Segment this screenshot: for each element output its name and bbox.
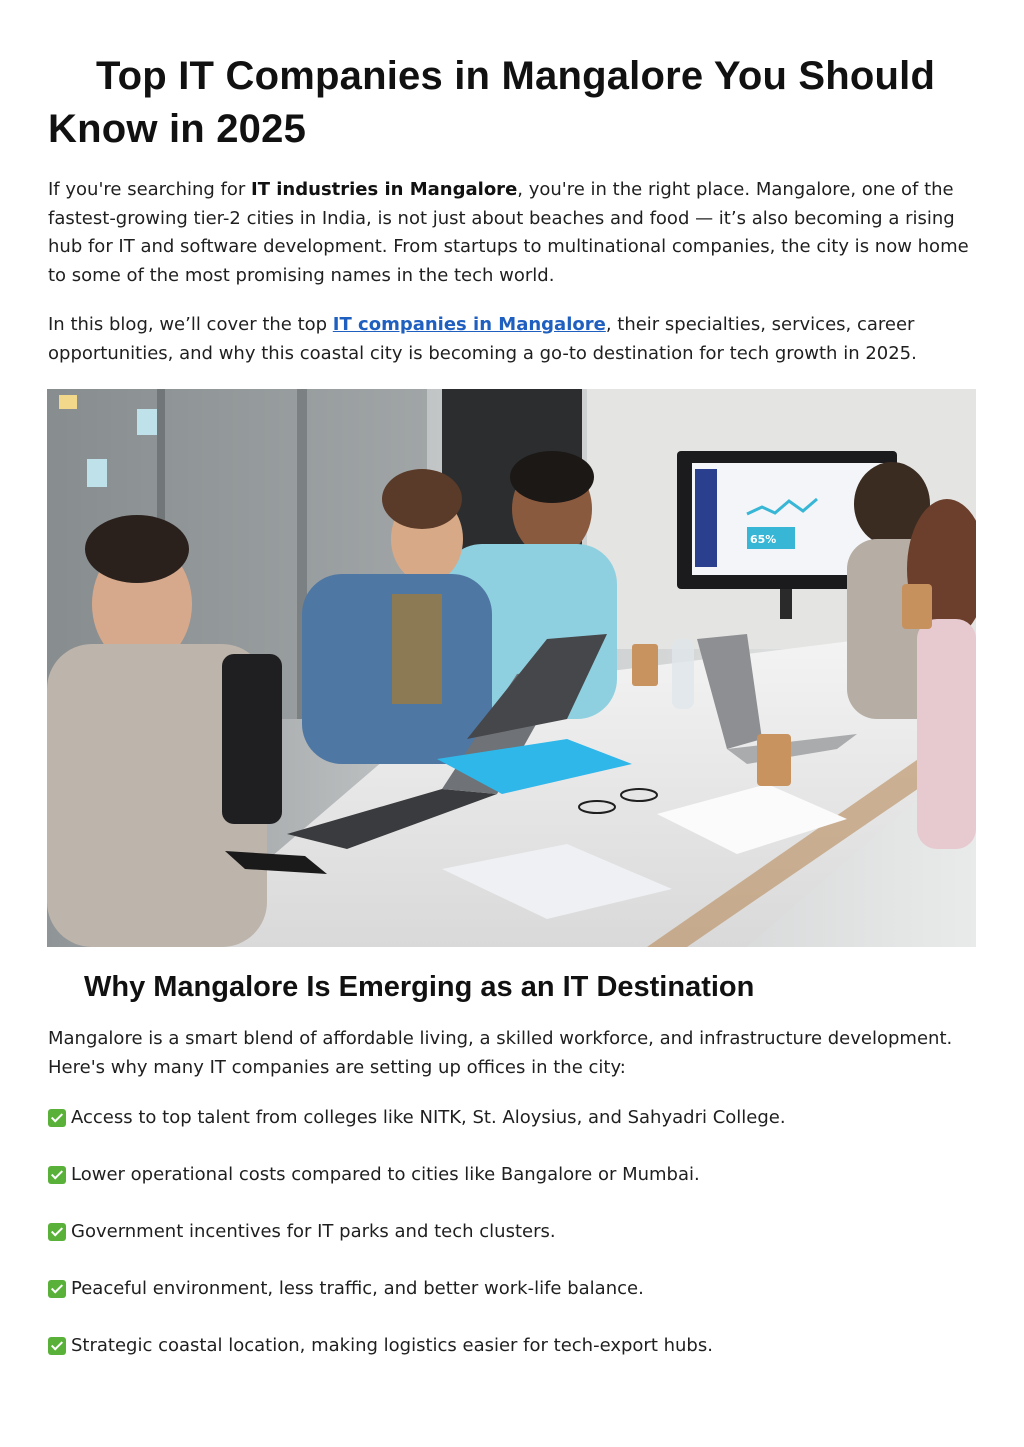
list-item-text: Access to top talent from colleges like NITK, St. Aloysius, and Sahyadri College. [71, 1107, 786, 1128]
list-item [48, 1161, 700, 1189]
office-team-photo [47, 389, 976, 947]
check-mark-icon [48, 1337, 66, 1355]
intro-text-end: , you're in the right place. Mangalore, one of the fastest-growing tier-2 cities in India, is not just about beaches and food — it’s also becoming a rising hub for IT and software development. From startups to multinational companies, the city is now home to some of the most promising names in the tech world. [48, 179, 969, 286]
list-item-text: Lower operational costs compared to cities like Bangalore or Mumbai. [71, 1164, 700, 1185]
monitor-stat: 65% [750, 533, 777, 546]
list-item [48, 1104, 786, 1132]
section-paragraph: Mangalore is a smart blend of affordable living, a skilled workforce, and infrastructure development. Here's why many IT companies are setting up offices in the city: [48, 1028, 953, 1078]
check-mark-icon [48, 1109, 66, 1127]
page-title: Top IT Companies in Mangalore You Should Know in 2025 [48, 54, 936, 151]
list-item [48, 1332, 713, 1360]
blog-text-end: , their specialties, services, career opportunities, and why this coastal city is becoming a go-to destination for tech growth in 2025. [48, 314, 917, 364]
intro-paragraph [48, 176, 983, 290]
intro-bold-keyword: IT industries in Mangalore [251, 179, 518, 200]
blog-paragraph [48, 311, 983, 368]
check-mark-icon [48, 1280, 66, 1298]
intro-text-start: If you're searching for [48, 179, 252, 200]
list-item [48, 1218, 556, 1246]
check-mark-icon [48, 1166, 66, 1184]
section-heading: Why Mangalore Is Emerging as an IT Destination [84, 971, 755, 1003]
list-item [48, 1275, 644, 1303]
list-item-text: Peaceful environment, less traffic, and better work-life balance. [71, 1278, 644, 1299]
it-companies-link[interactable]: IT companies in Mangalore [332, 314, 606, 335]
list-item-text: Strategic coastal location, making logistics easier for tech-export hubs. [71, 1335, 713, 1356]
check-mark-icon [48, 1223, 66, 1241]
list-item-text: Government incentives for IT parks and tech clusters. [71, 1221, 556, 1242]
blog-text-start: In this blog, we’ll cover the top [48, 314, 333, 335]
